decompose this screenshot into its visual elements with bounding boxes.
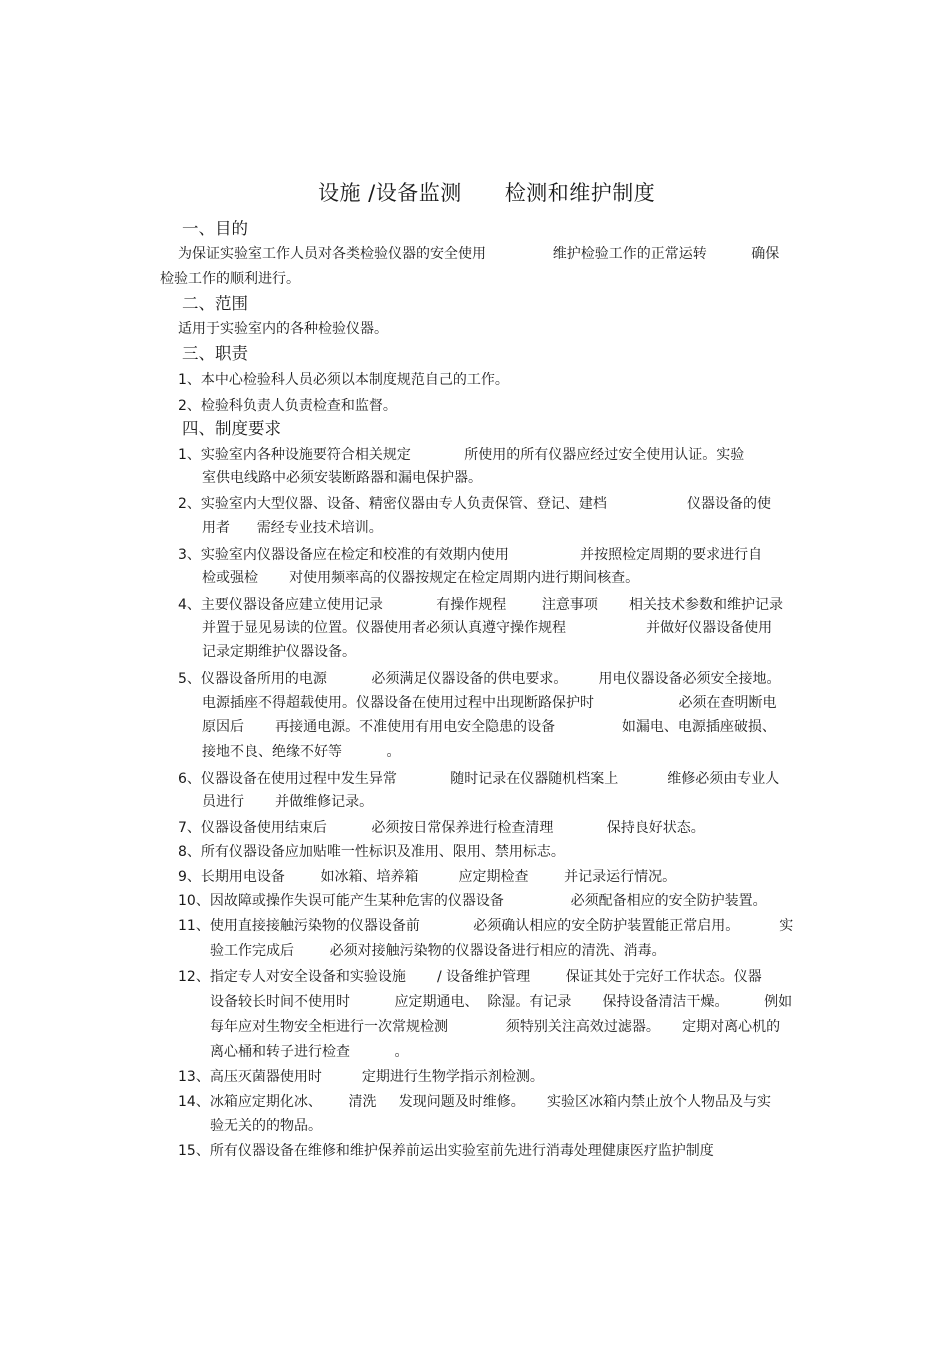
list-item: 2、检验科负责人负责检查和监督。 [178,398,397,414]
list-item-continuation: 原因后 再接通电源。不准使用有用电安全隐患的设备 如漏电、电源插座破损、 [202,719,776,735]
list-item-continuation: 电源插座不得超载使用。仪器设备在使用过程中出现断路保护时 必须在查明断电 [202,695,777,711]
list-item-continuation: 接地不良、绝缘不好等 。 [202,744,401,760]
list-item: 10、因故障或操作失误可能产生某种危害的仪器设备 必须配备相应的安全防护装置。 [178,893,767,909]
list-item-continuation: 员进行 并做维修记录。 [202,794,374,810]
list-item-continuation: 记录定期维护仪器设备。 [202,644,356,660]
list-item: 15、所有仪器设备在维修和维护保养前运出实验室前先进行消毒处理健康医疗监护制度 [178,1143,714,1159]
paragraph-line: 检验工作的顺利进行。 [160,271,300,287]
list-item-continuation: 并置于显见易读的位置。仪器使用者必须认真遵守操作规程 并做好仪器设备使用 [202,620,773,636]
list-item: 5、仪器设备所用的电源 必须满足仪器设备的供电要求。 用电仪器设备必须安全接地。 [178,671,781,687]
list-item-continuation: 检或强检 对使用频率高的仪器按规定在检定周期内进行期间核查。 [202,570,640,586]
list-item-continuation: 设备较长时间不使用时 应定期通电、 除湿。有记录 保持设备清洁干燥。 例如 [210,994,793,1010]
list-item: 1、本中心检验科人员必须以本制度规范自己的工作。 [178,372,509,388]
list-item: 14、冰箱应定期化冰、 清洗 发现问题及时维修。 实验区冰箱内禁止放个人物品及与实 [178,1094,772,1110]
list-item-continuation: 验无关的的物品。 [210,1118,322,1134]
list-item: 2、实验室内大型仪器、设备、精密仪器由专人负责保管、登记、建档 仪器设备的使 [178,496,772,512]
list-item: 12、指定专人对安全设备和实验设施 / 设备维护管理 保证其处于完好工作状态。仪器 [178,969,762,985]
list-item: 4、主要仪器设备应建立使用记录 有操作规程 注意事项 相关技术参数和维护记录 [178,597,784,613]
page-title: 设施 /设备监测 检测和维护制度 [318,181,656,205]
section-heading-duties: 三、职责 [182,344,248,363]
list-item: 11、使用直接接触污染物的仪器设备前 必须确认相应的安全防护装置能正常启用。 实 [178,918,794,934]
section-heading-purpose: 一、目的 [182,219,248,238]
list-item: 13、高压灭菌器使用时 定期进行生物学指示剂检测。 [178,1069,544,1085]
list-item: 8、所有仪器设备应加贴唯一性标识及准用、限用、禁用标志。 [178,844,565,860]
list-item-continuation: 用者 需经专业技术培训。 [202,520,383,536]
list-item-continuation: 验工作完成后 必须对接触污染物的仪器设备进行相应的清洗、消毒。 [210,943,666,959]
list-item: 6、仪器设备在使用过程中发生异常 随时记录在仪器随机档案上 维修必须由专业人 [178,771,780,787]
list-item-continuation: 离心桶和转子进行检查 。 [210,1044,409,1060]
list-item-continuation: 室供电线路中必须安装断路器和漏电保护器。 [202,470,482,486]
list-item: 9、长期用电设备 如冰箱、培养箱 应定期检查 并记录运行情况。 [178,869,677,885]
list-item: 7、仪器设备使用结束后 必须按日常保养进行检查清理 保持良好状态。 [178,820,705,836]
paragraph-line: 适用于实验室内的各种检验仪器。 [178,321,388,337]
section-heading-requirements: 四、制度要求 [182,419,281,438]
list-item: 1、实验室内各种设施要符合相关规定 所使用的所有仪器应经过安全使用认证。实验 [178,447,745,463]
section-heading-scope: 二、范围 [182,294,248,313]
paragraph-line: 为保证实验室工作人员对各类检验仪器的安全使用 维护检验工作的正常运转 确保 [178,246,780,262]
list-item-continuation: 每年应对生物安全柜进行一次常规检测 须特别关注高效过滤器。 定期对离心机的 [210,1019,781,1035]
list-item: 3、实验室内仪器设备应在检定和校准的有效期内使用 并按照检定周期的要求进行自 [178,547,763,563]
